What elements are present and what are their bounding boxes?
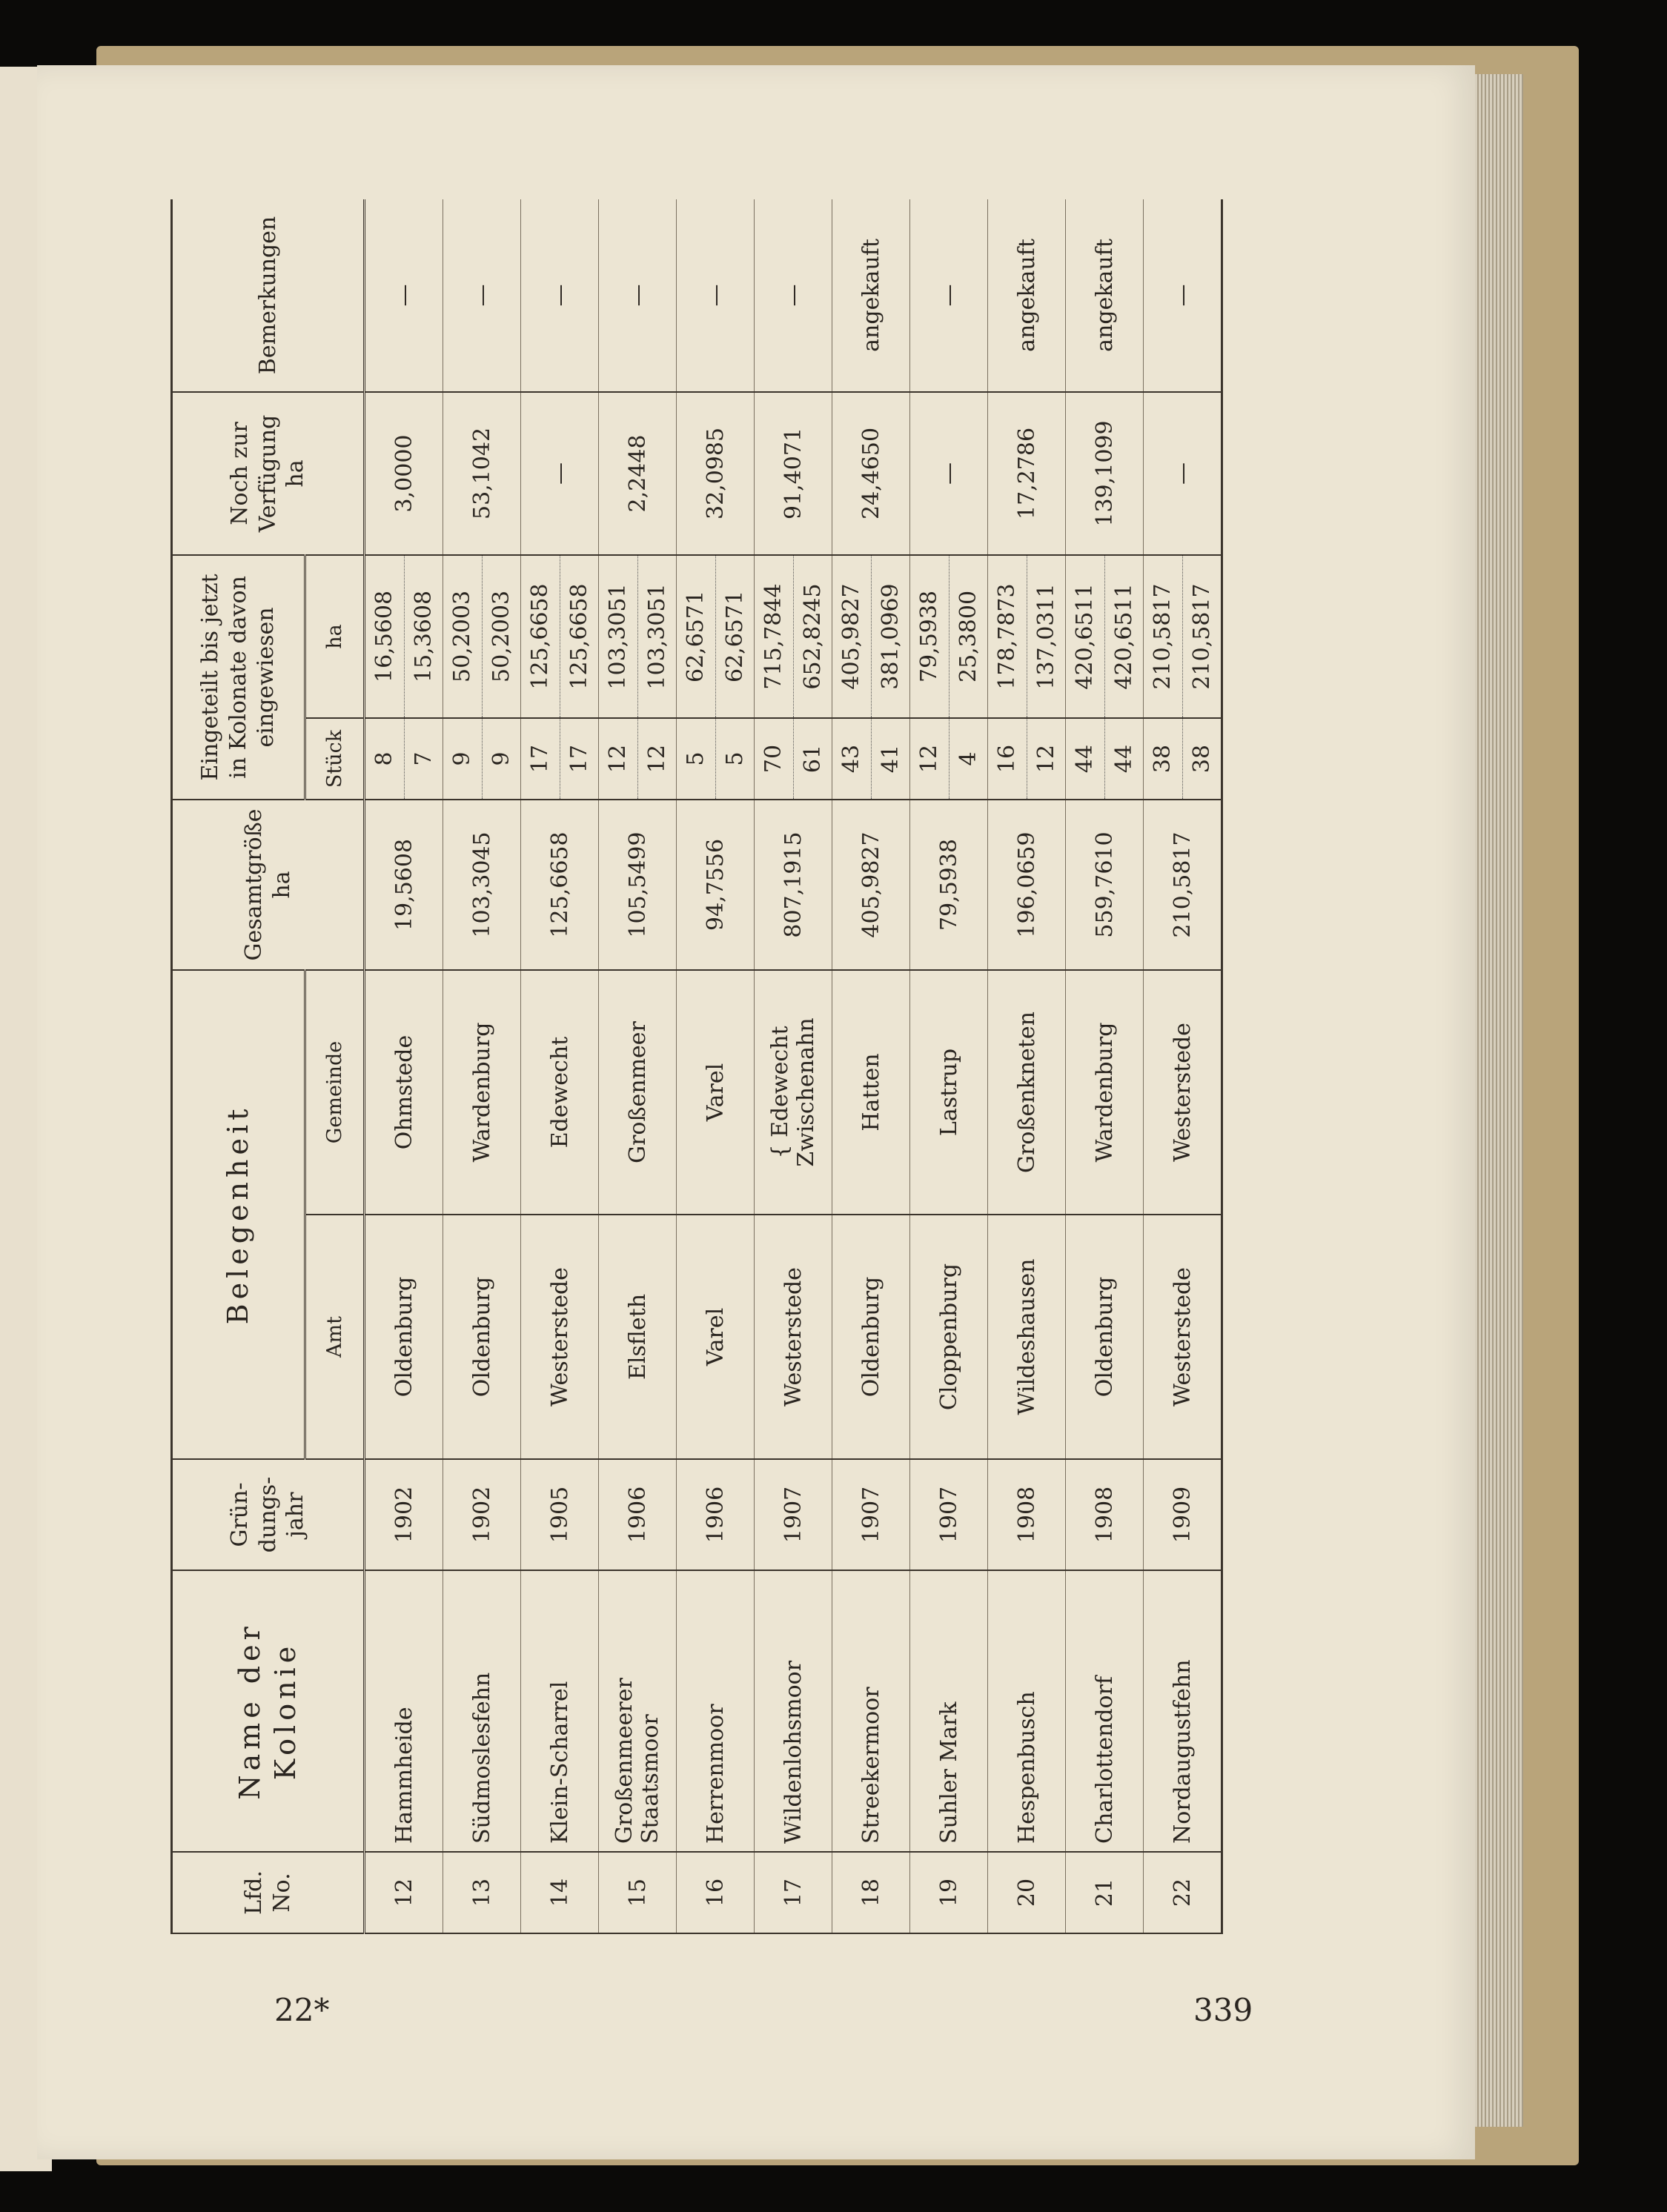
- stueck-assigned: 12: [1033, 744, 1059, 774]
- cell-year: 1909: [1144, 1459, 1222, 1570]
- cell-year: 1907: [910, 1459, 988, 1570]
- ha-total: 79,5938: [910, 556, 950, 717]
- cell-gemeinde: Großenmeer: [599, 970, 677, 1215]
- stueck-total: 43: [832, 719, 872, 799]
- cell-ha: [599, 555, 677, 718]
- cell-gemeinde: Varel: [677, 970, 755, 1215]
- cell-amt: Westerstede: [1144, 1215, 1222, 1459]
- ha-total: 16,5608: [365, 556, 405, 717]
- table-row: [599, 199, 677, 1933]
- cell-gemeinde: Edewecht: [521, 970, 599, 1215]
- cell-year: 1907: [832, 1459, 910, 1570]
- cell-name: Suhler Mark: [910, 1570, 988, 1852]
- cell-name: Charlottendorf: [1066, 1570, 1144, 1852]
- header-amt: Amt: [305, 1215, 365, 1459]
- cell-gemeinde: Hatten: [832, 970, 910, 1215]
- cell-size: 94,7556: [677, 800, 755, 970]
- cell-available: —: [521, 392, 599, 555]
- cell-amt: Oldenburg: [365, 1215, 443, 1459]
- ha-total: 405,9827: [832, 556, 872, 717]
- cell-name: Klein-Scharrel: [521, 1570, 599, 1852]
- cell-ha: [521, 555, 599, 718]
- cell-remarks: angekauft: [1066, 199, 1144, 392]
- cell-name: Hammheide: [365, 1570, 443, 1852]
- cell-year: 1908: [988, 1459, 1066, 1570]
- ha-assigned: 15,3608: [410, 590, 437, 683]
- cell-nr: 22: [1144, 1852, 1222, 1933]
- stueck-total: 12: [599, 719, 638, 799]
- cell-size: 210,5817: [1144, 800, 1222, 970]
- cell-ha: [832, 555, 910, 718]
- page-number: 339: [1193, 1992, 1253, 2028]
- cell-remarks: —: [910, 199, 988, 392]
- ha-total: 125,6658: [521, 556, 560, 717]
- ha-assigned: 137,0311: [1033, 583, 1059, 690]
- cell-remarks: —: [521, 199, 599, 392]
- cell-ha: [910, 555, 988, 718]
- cell-ha: [1144, 555, 1222, 718]
- cell-stueck: [755, 718, 832, 800]
- cell-available: 139,1099: [1066, 392, 1144, 555]
- stueck-assigned: 7: [410, 751, 437, 766]
- table-row: [443, 199, 521, 1933]
- cell-remarks: —: [755, 199, 832, 392]
- header-gemeinde: Gemeinde: [305, 970, 365, 1215]
- cell-stueck: [599, 718, 677, 800]
- cell-year: 1907: [755, 1459, 832, 1570]
- ha-assigned: 50,2003: [488, 590, 514, 683]
- ha-total: 50,2003: [443, 556, 483, 717]
- cell-ha: [1066, 555, 1144, 718]
- cell-size: 807,1915: [755, 800, 832, 970]
- cell-name: Wildenlohsmoor: [755, 1570, 832, 1852]
- stueck-assigned: 61: [799, 744, 826, 774]
- cell-size: 103,3045: [443, 800, 521, 970]
- cell-gemeinde: Wardenburg: [1066, 970, 1144, 1215]
- cell-size: 79,5938: [910, 800, 988, 970]
- stueck-assigned: 41: [877, 744, 904, 774]
- header-name: Name der Kolonie: [172, 1570, 365, 1852]
- cell-size: 19,5608: [365, 800, 443, 970]
- cell-amt: Oldenburg: [832, 1215, 910, 1459]
- header-assigned: Eingeteilt bis jetzt in Kolonate davon eingewiesen: [172, 555, 305, 800]
- cell-gemeinde: Lastrup: [910, 970, 988, 1215]
- cell-remarks: —: [677, 199, 755, 392]
- cell-available: 2,2448: [599, 392, 677, 555]
- cell-available: 32,0985: [677, 392, 755, 555]
- stueck-total: 12: [910, 719, 950, 799]
- table-body: [365, 199, 1222, 1933]
- cell-ha: [677, 555, 755, 718]
- stueck-total: 38: [1144, 719, 1183, 799]
- header-year: Grün- dungs- jahr: [172, 1459, 365, 1570]
- cell-remarks: —: [365, 199, 443, 392]
- ha-total: 715,7844: [755, 556, 794, 717]
- cell-stueck: [1144, 718, 1222, 800]
- cell-year: 1906: [677, 1459, 755, 1570]
- table-row: [1144, 199, 1222, 1933]
- ha-total: 420,6511: [1066, 556, 1105, 717]
- cell-size: 196,0659: [988, 800, 1066, 970]
- cell-ha: [988, 555, 1066, 718]
- ha-assigned: 420,6511: [1110, 583, 1137, 690]
- stueck-assigned: 9: [488, 751, 514, 766]
- cell-name: Nordaugustfehn: [1144, 1570, 1222, 1852]
- stueck-total: 17: [521, 719, 560, 799]
- stueck-total: 44: [1066, 719, 1105, 799]
- stueck-assigned: 44: [1110, 744, 1137, 774]
- cell-nr: 19: [910, 1852, 988, 1933]
- cell-remarks: —: [599, 199, 677, 392]
- table-row: [677, 199, 755, 1933]
- cell-name: Herrenmoor: [677, 1570, 755, 1852]
- cell-gemeinde: Wardenburg: [443, 970, 521, 1215]
- stueck-assigned: 4: [955, 751, 981, 766]
- cell-size: 559,7610: [1066, 800, 1144, 970]
- cell-nr: 21: [1066, 1852, 1144, 1933]
- stueck-total: 16: [988, 719, 1027, 799]
- table-row: [1066, 199, 1144, 1933]
- cell-gemeinde: Ohmstede: [365, 970, 443, 1215]
- stueck-total: 8: [365, 719, 405, 799]
- ha-assigned: 25,3800: [955, 590, 981, 683]
- cell-gemeinde: Westerstede: [1144, 970, 1222, 1215]
- cell-available: 53,1042: [443, 392, 521, 555]
- table-row: [365, 199, 443, 1933]
- header-stueck: Stück: [305, 718, 365, 800]
- header-size: Gesamtgröße ha: [172, 800, 365, 970]
- cell-year: 1905: [521, 1459, 599, 1570]
- cell-nr: 20: [988, 1852, 1066, 1933]
- cell-year: 1902: [443, 1459, 521, 1570]
- cell-amt: Westerstede: [755, 1215, 832, 1459]
- cell-year: 1902: [365, 1459, 443, 1570]
- stueck-assigned: 12: [643, 744, 670, 774]
- cell-amt: Varel: [677, 1215, 755, 1459]
- cell-stueck: [988, 718, 1066, 800]
- header-ha: ha: [305, 555, 365, 718]
- header-remarks: Bemerkungen: [172, 199, 365, 392]
- colony-table: [170, 199, 1223, 1934]
- ha-assigned: 125,6658: [566, 583, 592, 690]
- cell-remarks: —: [1144, 199, 1222, 392]
- cell-year: 1908: [1066, 1459, 1144, 1570]
- stueck-total: 5: [677, 719, 716, 799]
- ha-assigned: 103,3051: [643, 583, 670, 690]
- cell-ha: [365, 555, 443, 718]
- cell-stueck: [365, 718, 443, 800]
- cell-stueck: [910, 718, 988, 800]
- ha-total: 103,3051: [599, 556, 638, 717]
- cell-stueck: [521, 718, 599, 800]
- cell-amt: Westerstede: [521, 1215, 599, 1459]
- cell-ha: [443, 555, 521, 718]
- stueck-assigned: 5: [721, 751, 748, 766]
- rotated-table-wrapper: [170, 200, 1223, 1934]
- cell-nr: 14: [521, 1852, 599, 1933]
- table-row: [988, 199, 1066, 1933]
- cell-stueck: [1066, 718, 1144, 800]
- ha-total: 178,7873: [988, 556, 1027, 717]
- table-row: [521, 199, 599, 1933]
- cell-remarks: angekauft: [988, 199, 1066, 392]
- cell-amt: Elsfleth: [599, 1215, 677, 1459]
- cell-available: 91,4071: [755, 392, 832, 555]
- ha-assigned: 652,8245: [799, 583, 826, 690]
- cell-nr: 12: [365, 1852, 443, 1933]
- header-location: Belegenheit: [172, 970, 305, 1459]
- ha-total: 62,6571: [677, 556, 716, 717]
- stueck-assigned: 17: [566, 744, 592, 774]
- cell-gemeinde: { Edewecht Zwischenahn: [755, 970, 832, 1215]
- cell-name: Großenmeerer Staatsmoor: [599, 1570, 677, 1852]
- stueck-assigned: 38: [1188, 744, 1215, 774]
- cell-name: Streekermoor: [832, 1570, 910, 1852]
- cell-nr: 15: [599, 1852, 677, 1933]
- cell-available: —: [910, 392, 988, 555]
- cell-name: Hespenbusch: [988, 1570, 1066, 1852]
- cell-gemeinde: Großenkneten: [988, 970, 1066, 1215]
- cell-remarks: —: [443, 199, 521, 392]
- cell-available: 3,0000: [365, 392, 443, 555]
- cell-ha: [755, 555, 832, 718]
- cell-stueck: [443, 718, 521, 800]
- ha-assigned: 62,6571: [721, 590, 748, 683]
- cell-remarks: angekauft: [832, 199, 910, 392]
- cell-size: 105,5499: [599, 800, 677, 970]
- cell-amt: Wildeshausen: [988, 1215, 1066, 1459]
- cell-nr: 18: [832, 1852, 910, 1933]
- cell-size: 125,6658: [521, 800, 599, 970]
- cell-amt: Oldenburg: [1066, 1215, 1144, 1459]
- cell-available: 24,4650: [832, 392, 910, 555]
- cell-year: 1906: [599, 1459, 677, 1570]
- cell-nr: 17: [755, 1852, 832, 1933]
- ha-assigned: 381,0969: [877, 583, 904, 690]
- table-row: [832, 199, 910, 1933]
- signature-mark: 22*: [274, 1992, 330, 2028]
- table-row: [910, 199, 988, 1933]
- stueck-total: 70: [755, 719, 794, 799]
- table-row: [755, 199, 832, 1933]
- cell-available: —: [1144, 392, 1222, 555]
- ha-assigned: 210,5817: [1188, 583, 1215, 690]
- cell-nr: 13: [443, 1852, 521, 1933]
- cell-available: 17,2786: [988, 392, 1066, 555]
- cell-stueck: [832, 718, 910, 800]
- cell-size: 405,9827: [832, 800, 910, 970]
- stueck-total: 9: [443, 719, 483, 799]
- ha-total: 210,5817: [1144, 556, 1183, 717]
- header-available: Noch zur Verfügung ha: [172, 392, 365, 555]
- cell-stueck: [677, 718, 755, 800]
- cell-amt: Cloppenburg: [910, 1215, 988, 1459]
- header-nr: Lfd. No.: [172, 1852, 365, 1933]
- cell-name: Südmoslesfehn: [443, 1570, 521, 1852]
- cell-nr: 16: [677, 1852, 755, 1933]
- cell-amt: Oldenburg: [443, 1215, 521, 1459]
